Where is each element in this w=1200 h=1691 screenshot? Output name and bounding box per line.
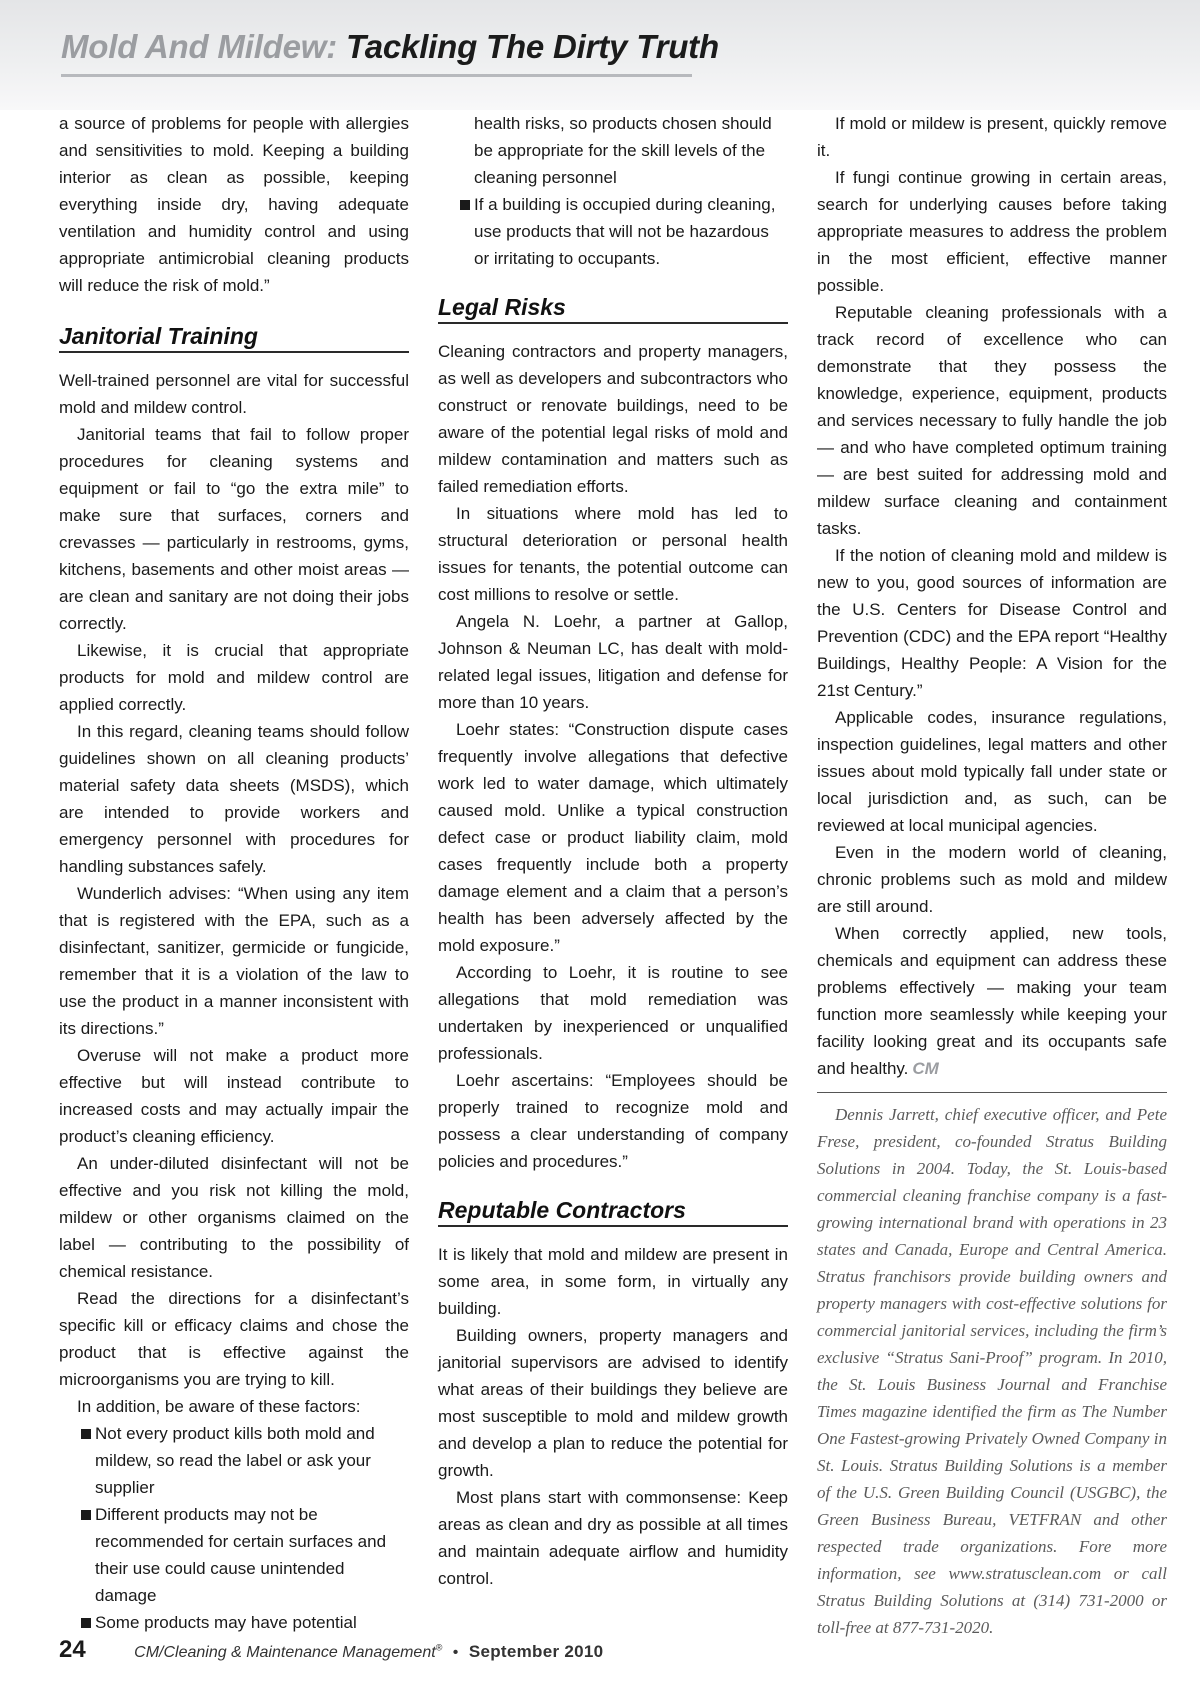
paragraph: Likewise, it is crucial that appropriate products for mold and mildew control are applied correctly. [59, 641, 409, 714]
end-mark: CM [912, 1059, 939, 1078]
footer-separator: • [452, 1644, 459, 1661]
list-item: Not every product kills both mold and mildew, so read the label or ask your supplier [59, 1420, 409, 1501]
paragraph: Wunderlich advises: “When using any item that is registered with the EPA, such as a disinfectant, sanitizer, germicide or fungicide, remember that it is a violation of the law to use the product in a manner inconsistent with its directions.” [59, 884, 409, 1038]
registered-mark: ® [435, 1642, 443, 1653]
author-bio: Dennis Jarrett, chief executive officer, and Pete Frese, president, co-founded Stratus Building Solutions in 2004. Today, the St. Louis-based commercial cleaning franchise company is a fast-growing international brand with operations in 23 states and Canada, Europe and Central America. Stratus franchisors provide building owners and property managers with cost-effective solutions for commercial janitorial services, including the firm’s exclusive “Stratus Sani-Proof” program. In 2010, the St. Louis Business Journal and Franchise Times magazine identified the firm as The Number One Fastest-growing Privately Owned Company in St. Louis. Stratus Building Solutions is a member of the U.S. Green Building Council (USGBC), the Green Business Bureau, VETFRAN and other respected trade organizations. Fore more information, see www.stratusclean.com or call Stratus Building Solutions at (314) 731-2000 or toll-free at 877-731-2020. [817, 1105, 1167, 1637]
title-underline [61, 74, 692, 77]
paragraph: Janitorial teams that fail to follow proper procedures for cleaning systems and equipment or fail to “go the extra mile” to make sure that surfaces, corners and crevasses — particularly in restrooms, gyms, kitchens, basements and other moist areas — are clean and sanitary are not doing their jobs correctly. [59, 425, 409, 633]
page-header [0, 0, 1200, 110]
list-intro: In addition, be aware of these factors: [77, 1397, 361, 1416]
closing-paragraph [817, 920, 1167, 1082]
factors-list-continued [438, 110, 788, 272]
paragraph: Building owners, property managers and janitorial supervisors are advised to identify what areas of their buildings they believe are most susceptible to mold and mildew growth and develop a plan to reduce the potential for growth. [438, 1326, 788, 1480]
issue-date: September 2010 [468, 1642, 604, 1661]
closing-text: When correctly applied, new tools, chemicals and equipment can address these problems effectively — making your team function more seamlessly while keeping your facility looking great and its occupants safe and healthy. [817, 924, 1167, 1078]
list-item: Different products may not be recommended for certain surfaces and their use could cause unintended damage [59, 1501, 409, 1609]
paragraph: Even in the modern world of cleaning, chronic problems such as mold and mildew are still around. [817, 843, 1167, 916]
paragraph: Applicable codes, insurance regulations, inspection guidelines, legal matters and other issues about mold typically fall under state or local jurisdiction and, as such, can be reviewed at local municipal agencies. [817, 708, 1167, 835]
column-2 [438, 110, 788, 1592]
publication-title: CM/Cleaning & Maintenance Management [134, 1644, 436, 1661]
paragraph: In this regard, cleaning teams should follow guidelines shown on all cleaning products’ material safety data sheets (MSDS), which are intended to provide workers and emergency personnel with procedures for handling substances safely. [59, 722, 409, 876]
heading-janitorial-training: Janitorial Training [59, 323, 409, 353]
bio-divider [817, 1092, 1167, 1093]
paragraph: Loehr states: “Construction dispute cases frequently involve allegations that defective work led to water damage, which ultimately caused mold. Unlike a typical construction defect case or product liability claim, mold cases frequently include both a property damage element and a claim that a person’s health has been adversely affected by the mold exposure.” [438, 720, 788, 955]
list-item-continuation: health risks, so products chosen should be appropriate for the skill levels of the cleaning personnel [474, 114, 772, 187]
factors-list [59, 1420, 409, 1636]
paragraph: Cleaning contractors and property managers, as well as developers and subcontractors who construct or renovate buildings, need to be aware of the potential legal risks of mold and mildew contamination and matters such as failed remediation efforts. [438, 342, 788, 496]
paragraph: Reputable cleaning professionals with a track record of excellence who can demonstrate that they possess the knowledge, experience, equipment, products and services necessary to fully handle the job — and who have completed optimum training — are best suited for addressing mold and mildew surface cleaning and containment tasks. [817, 303, 1167, 538]
page-number: 24 [59, 1636, 86, 1663]
paragraph: Loehr ascertains: “Employees should be properly trained to recognize mold and possess a clear understanding of company policies and procedures.” [438, 1071, 788, 1171]
publication-name [134, 1644, 442, 1661]
list-item: Some products may have potential [59, 1609, 409, 1636]
paragraph: If fungi continue growing in certain areas, search for underlying causes before taking appropriate measures to address the problem in the most efficient, effective manner possible. [817, 168, 1167, 295]
title-main: Tackling The Dirty Truth [346, 28, 719, 65]
intro-paragraph: a source of problems for people with allergies and sensitivities to mold. Keeping a building interior as clean as possible, keeping everything inside dry, having adequate ventilation and humidity control and using appropriate antimicrobial cleaning products will reduce the risk of mold.” [59, 114, 409, 295]
paragraph: It is likely that mold and mildew are present in some area, in some form, in virtually any building. [438, 1245, 788, 1318]
heading-reputable-contractors: Reputable Contractors [438, 1197, 788, 1227]
paragraph: According to Loehr, it is routine to see allegations that mold remediation was undertaken by inexperienced or unqualified professionals. [438, 963, 788, 1063]
column-3 [817, 110, 1167, 1641]
paragraph: Angela N. Loehr, a partner at Gallop, Johnson & Neuman LC, has dealt with mold-related legal issues, litigation and defense for more than 10 years. [438, 612, 788, 712]
article-title [61, 28, 719, 66]
paragraph: Most plans start with commonsense: Keep areas as clean and dry as possible at all times and maintain adequate airflow and humidity control. [438, 1488, 788, 1588]
list-item: If a building is occupied during cleaning, use products that will not be hazardous or irritating to occupants. [438, 191, 788, 272]
column-1 [59, 110, 409, 1636]
paragraph: Read the directions for a disinfectant’s specific kill or efficacy claims and chose the product that is effective against the microorganisms you are trying to kill. [59, 1289, 409, 1389]
paragraph: Overuse will not make a product more effective but will instead contribute to increased costs and may actually impair the product’s cleaning efficiency. [59, 1046, 409, 1146]
title-prefix: Mold And Mildew: [61, 28, 338, 65]
paragraph: If the notion of cleaning mold and mildew is new to you, good sources of information are the U.S. Centers for Disease Control and Prevention (CDC) and the EPA report “Healthy Buildings, Healthy People: A Vision for the 21st Century.” [817, 546, 1167, 700]
paragraph: An under-diluted disinfectant will not be effective and you risk not killing the mold, mildew or other organisms claimed on the label — contributing to the possibility of chemical resistance. [59, 1154, 409, 1281]
paragraph: If mold or mildew is present, quickly remove it. [817, 114, 1167, 160]
heading-legal-risks: Legal Risks [438, 294, 788, 324]
paragraph: In situations where mold has led to structural deterioration or personal health issues for tenants, the potential outcome can cost millions to resolve or settle. [438, 504, 788, 604]
paragraph: Well-trained personnel are vital for successful mold and mildew control. [59, 371, 409, 417]
page-footer [59, 1636, 603, 1664]
